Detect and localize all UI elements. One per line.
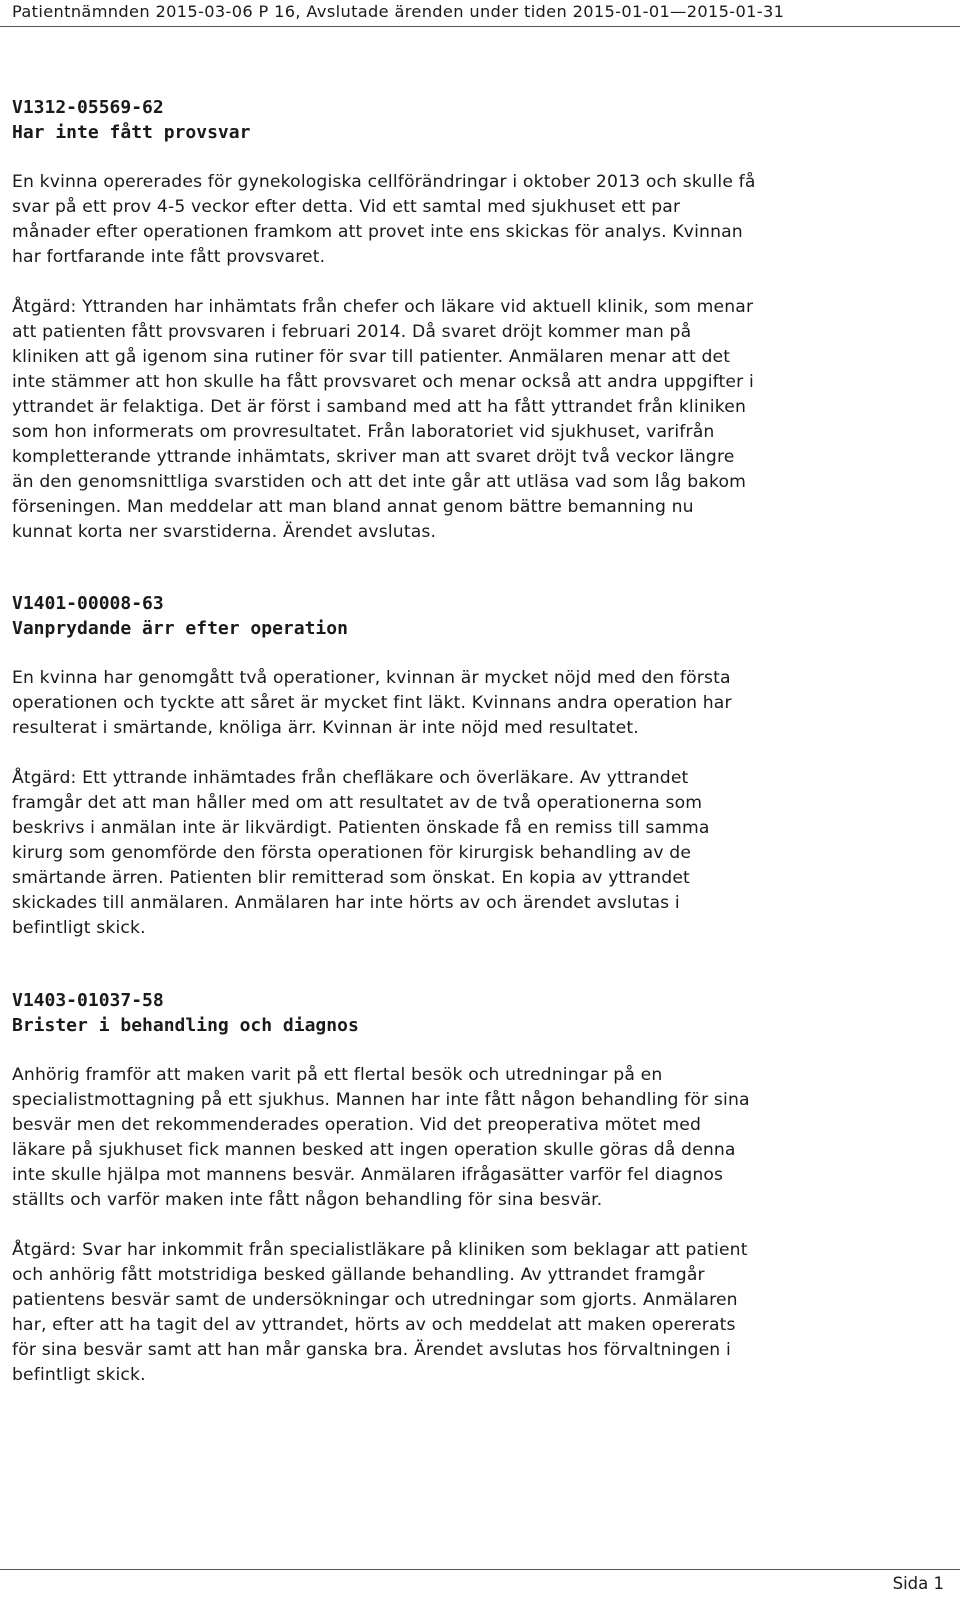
text-line: ställts och varför maken inte fått någon behandling för sina besvär.	[12, 1190, 603, 1210]
case-description	[12, 666, 912, 741]
case-action	[12, 295, 912, 545]
case-id: V1401-00008-63	[12, 593, 164, 614]
text-line: Åtgärd: Ett yttrande inhämtades från chefläkare och överläkare. Av yttrandet	[12, 768, 689, 788]
text-line: resulterat i smärtande, knöliga ärr. Kvinnan är inte nöjd med resultatet.	[12, 718, 639, 738]
text-line: månader efter operationen framkom att provet inte ens skickas för analys. Kvinnan	[12, 222, 743, 242]
text-line: kirurg som genomförde den första operationen för kirurgisk behandling av de	[12, 843, 692, 863]
text-line: beskrivs i anmälan inte är likvärdigt. Patienten önskade få en remiss till samma	[12, 818, 710, 838]
case-description	[12, 170, 912, 270]
text-line: att patienten fått provsvaren i februari 2014. Då svaret dröjt kommer man på	[12, 322, 692, 342]
page-header	[0, 0, 960, 27]
text-line: har fortfarande inte fått provsvaret.	[12, 247, 326, 267]
text-line: framgår det att man håller med om att resultatet av de två operationerna som	[12, 793, 703, 813]
text-line: som hon informerats om provresultatet. Från laboratoriet vid sjukhuset, varifrån	[12, 422, 715, 442]
text-line: svar på ett prov 4-5 veckor efter detta. Vid ett samtal med sjukhuset ett par	[12, 197, 681, 217]
text-line: har, efter att ha tagit del av yttrandet, hörts av och meddelat att maken opererats	[12, 1315, 736, 1335]
text-line: inte stämmer att hon skulle ha fått provsvaret och menar också att andra uppgifter i	[12, 372, 754, 392]
case-description	[12, 1063, 912, 1213]
text-line: yttrandet är felaktiga. Det är först i samband med att ha fått yttrandet från kliniken	[12, 397, 746, 417]
document-header-title: Patientnämnden 2015-03-06 P 16, Avslutade ärenden under tiden 2015-01-01—2015-01-31	[12, 2, 785, 21]
text-line: än den genomsnittliga svarstiden och att det inte går att utläsa vad som låg bakom	[12, 472, 746, 492]
case-id: V1312-05569-62	[12, 97, 164, 118]
text-line: skickades till anmälaren. Anmälaren har inte hörts av och ärendet avslutas i	[12, 893, 680, 913]
text-line: och anhörig fått motstridiga besked gällande behandling. Av yttrandet framgår	[12, 1265, 705, 1285]
case-entry	[12, 988, 912, 1388]
case-title: Vanprydande ärr efter operation	[12, 618, 348, 639]
text-line: En kvinna opererades för gynekologiska cellförändringar i oktober 2013 och skulle få	[12, 172, 756, 192]
case-id: V1403-01037-58	[12, 990, 164, 1011]
text-line: befintligt skick.	[12, 1365, 146, 1385]
text-line: besvär men det rekommenderades operation. Vid det preoperativa mötet med	[12, 1115, 702, 1135]
text-line: förseningen. Man meddelar att man bland annat genom bättre bemanning nu	[12, 497, 694, 517]
text-line: kliniken att gå igenom sina rutiner för svar till patienter. Anmälaren menar att det	[12, 347, 731, 367]
case-action	[12, 766, 912, 941]
text-line: operationen och tyckte att såret är mycket fint läkt. Kvinnans andra operation har	[12, 693, 732, 713]
case-entry	[12, 591, 912, 941]
case-title: Brister i behandling och diagnos	[12, 1015, 359, 1036]
case-entry	[12, 95, 912, 545]
text-line: kunnat korta ner svarstiderna. Ärendet avslutas.	[12, 522, 437, 542]
text-line: befintligt skick.	[12, 918, 146, 938]
page-number: Sida 1	[892, 1574, 944, 1593]
text-line: smärtande ärren. Patienten blir remitterad som önskat. En kopia av yttrandet	[12, 868, 690, 888]
text-line: kompletterande yttrande inhämtats, skriver man att svaret dröjt två veckor längre	[12, 447, 735, 467]
text-line: patientens besvär samt de undersökningar och utredningar som gjorts. Anmälaren	[12, 1290, 738, 1310]
text-line: Anhörig framför att maken varit på ett flertal besök och utredningar på en	[12, 1065, 663, 1085]
text-line: inte skulle hjälpa mot mannens besvär. Anmälaren ifrågasätter varför fel diagnos	[12, 1165, 724, 1185]
text-line: En kvinna har genomgått två operationer, kvinnan är mycket nöjd med den första	[12, 668, 731, 688]
text-line: läkare på sjukhuset fick mannen besked att ingen operation skulle göras då denna	[12, 1140, 736, 1160]
text-line: specialistmottagning på ett sjukhus. Mannen har inte fått någon behandling för sina	[12, 1090, 750, 1110]
text-line: Åtgärd: Yttranden har inhämtats från chefer och läkare vid aktuell klinik, som menar	[12, 297, 754, 317]
text-line: Åtgärd: Svar har inkommit från specialistläkare på kliniken som beklagar att patient	[12, 1240, 748, 1260]
text-line: för sina besvär samt att han mår ganska bra. Ärendet avslutas hos förvaltningen i	[12, 1340, 731, 1360]
footer-divider	[0, 1569, 960, 1570]
case-action	[12, 1238, 912, 1388]
case-title: Har inte fått provsvar	[12, 122, 251, 143]
